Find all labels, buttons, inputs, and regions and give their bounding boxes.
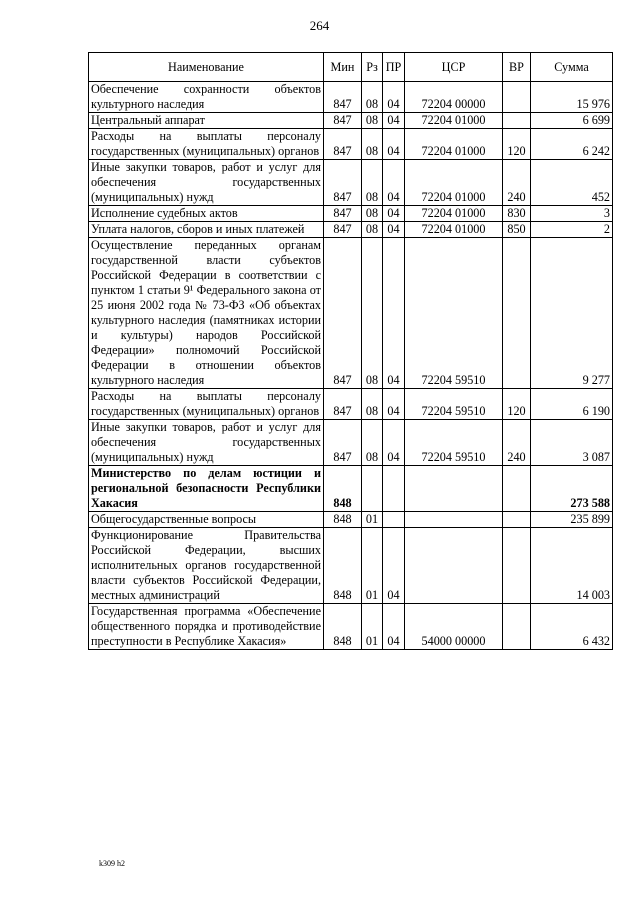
cell-pr: 04 <box>383 420 405 466</box>
cell-name: Иные закупки товаров, работ и услуг для обеспечения государственных (муниципальных) нужд <box>89 420 324 466</box>
table-row <box>89 389 613 420</box>
cell-sum: 3 087 <box>531 420 613 466</box>
cell-pr: 04 <box>383 160 405 206</box>
col-header-csr: ЦСР <box>405 53 503 82</box>
cell-csr <box>405 528 503 604</box>
cell-vr: 850 <box>503 222 531 238</box>
cell-rz: 08 <box>362 82 383 113</box>
cell-pr: 04 <box>383 389 405 420</box>
cell-rz: 08 <box>362 238 383 389</box>
table-row <box>89 113 613 129</box>
cell-sum: 6 190 <box>531 389 613 420</box>
cell-min: 847 <box>324 129 362 160</box>
cell-min: 848 <box>324 512 362 528</box>
page-number: 264 <box>309 18 330 33</box>
table-row <box>89 160 613 206</box>
cell-name: Расходы на выплаты персоналу государственных (муниципальных) органов <box>89 389 324 420</box>
cell-vr <box>503 113 531 129</box>
table-header-row <box>89 53 613 82</box>
cell-pr: 04 <box>383 82 405 113</box>
cell-sum: 15 976 <box>531 82 613 113</box>
table-row <box>89 604 613 650</box>
cell-vr <box>503 82 531 113</box>
cell-name: Осуществление переданных органам государственной власти субъектов Российской Федерации в соответствии с пунктом 1 статьи 9¹ Федерального закона от 25 июня 2002 года № 73-ФЗ «Об объектах культурного наследия (памятниках истории и культуры) народов Российской Федерации» полномочий Российской Федерации в отношении объектов культурного наследия <box>89 238 324 389</box>
cell-sum: 14 003 <box>531 528 613 604</box>
cell-rz: 08 <box>362 420 383 466</box>
cell-vr: 830 <box>503 206 531 222</box>
cell-name: Уплата налогов, сборов и иных платежей <box>89 222 324 238</box>
cell-min: 847 <box>324 160 362 206</box>
cell-sum: 273 588 <box>531 466 613 512</box>
col-header-pr: ПР <box>383 53 405 82</box>
cell-min: 847 <box>324 206 362 222</box>
cell-csr: 72204 00000 <box>405 82 503 113</box>
budget-table <box>88 52 613 650</box>
cell-name: Расходы на выплаты персоналу государственных (муниципальных) органов <box>89 129 324 160</box>
cell-pr: 04 <box>383 129 405 160</box>
cell-pr: 04 <box>383 528 405 604</box>
col-header-sum: Сумма <box>531 53 613 82</box>
table-row <box>89 238 613 389</box>
cell-rz: 08 <box>362 206 383 222</box>
cell-vr <box>503 238 531 389</box>
cell-vr: 120 <box>503 129 531 160</box>
cell-min: 847 <box>324 113 362 129</box>
cell-csr: 72204 01000 <box>405 206 503 222</box>
table-row <box>89 206 613 222</box>
cell-pr <box>383 512 405 528</box>
cell-csr: 72204 01000 <box>405 129 503 160</box>
cell-sum: 9 277 <box>531 238 613 389</box>
cell-pr: 04 <box>383 604 405 650</box>
table-row <box>89 512 613 528</box>
cell-sum: 6 432 <box>531 604 613 650</box>
cell-min: 847 <box>324 82 362 113</box>
cell-csr: 72204 01000 <box>405 160 503 206</box>
cell-name: Общегосударственные вопросы <box>89 512 324 528</box>
cell-min: 848 <box>324 528 362 604</box>
table-row <box>89 528 613 604</box>
cell-sum: 2 <box>531 222 613 238</box>
cell-rz: 08 <box>362 222 383 238</box>
cell-sum: 6 699 <box>531 113 613 129</box>
cell-vr <box>503 528 531 604</box>
cell-vr: 240 <box>503 160 531 206</box>
col-header-rz: Рз <box>362 53 383 82</box>
cell-name: Иные закупки товаров, работ и услуг для обеспечения государственных (муниципальных) нужд <box>89 160 324 206</box>
cell-name: Министерство по делам юстиции и региональной безопасности Республики Хакасия <box>89 466 324 512</box>
table-row <box>89 420 613 466</box>
col-header-name: Наименование <box>89 53 324 82</box>
col-header-vr: ВР <box>503 53 531 82</box>
cell-csr: 54000 00000 <box>405 604 503 650</box>
cell-vr <box>503 466 531 512</box>
cell-sum: 6 242 <box>531 129 613 160</box>
cell-name: Обеспечение сохранности объектов культурного наследия <box>89 82 324 113</box>
cell-vr <box>503 512 531 528</box>
cell-rz: 08 <box>362 113 383 129</box>
cell-csr: 72204 59510 <box>405 238 503 389</box>
cell-vr <box>503 604 531 650</box>
table-row <box>89 222 613 238</box>
cell-sum: 235 899 <box>531 512 613 528</box>
cell-vr: 120 <box>503 389 531 420</box>
footer-code: k309 h2 <box>99 859 125 868</box>
cell-min: 847 <box>324 238 362 389</box>
table-row <box>89 466 613 512</box>
cell-csr: 72204 01000 <box>405 113 503 129</box>
table-row <box>89 82 613 113</box>
cell-min: 847 <box>324 420 362 466</box>
cell-csr <box>405 466 503 512</box>
cell-vr: 240 <box>503 420 531 466</box>
col-header-min: Мин <box>324 53 362 82</box>
cell-pr: 04 <box>383 238 405 389</box>
cell-name: Исполнение судебных актов <box>89 206 324 222</box>
cell-name: Функционирование Правительства Российской Федерации, высших исполнительных органов государственной власти субъектов Российской Федерации, местных администраций <box>89 528 324 604</box>
cell-min: 847 <box>324 389 362 420</box>
cell-csr: 72204 59510 <box>405 420 503 466</box>
cell-rz: 08 <box>362 160 383 206</box>
cell-rz <box>362 466 383 512</box>
cell-min: 848 <box>324 604 362 650</box>
cell-name: Государственная программа «Обеспечение общественного порядка и противодействие преступности в Республике Хакасия» <box>89 604 324 650</box>
cell-rz: 01 <box>362 528 383 604</box>
cell-csr: 72204 01000 <box>405 222 503 238</box>
cell-rz: 01 <box>362 604 383 650</box>
cell-sum: 452 <box>531 160 613 206</box>
cell-rz: 08 <box>362 389 383 420</box>
cell-sum: 3 <box>531 206 613 222</box>
cell-pr: 04 <box>383 113 405 129</box>
cell-pr <box>383 466 405 512</box>
cell-name: Центральный аппарат <box>89 113 324 129</box>
cell-min: 847 <box>324 222 362 238</box>
cell-pr: 04 <box>383 222 405 238</box>
cell-csr <box>405 512 503 528</box>
cell-min: 848 <box>324 466 362 512</box>
cell-rz: 08 <box>362 129 383 160</box>
cell-rz: 01 <box>362 512 383 528</box>
cell-csr: 72204 59510 <box>405 389 503 420</box>
table-row <box>89 129 613 160</box>
cell-pr: 04 <box>383 206 405 222</box>
